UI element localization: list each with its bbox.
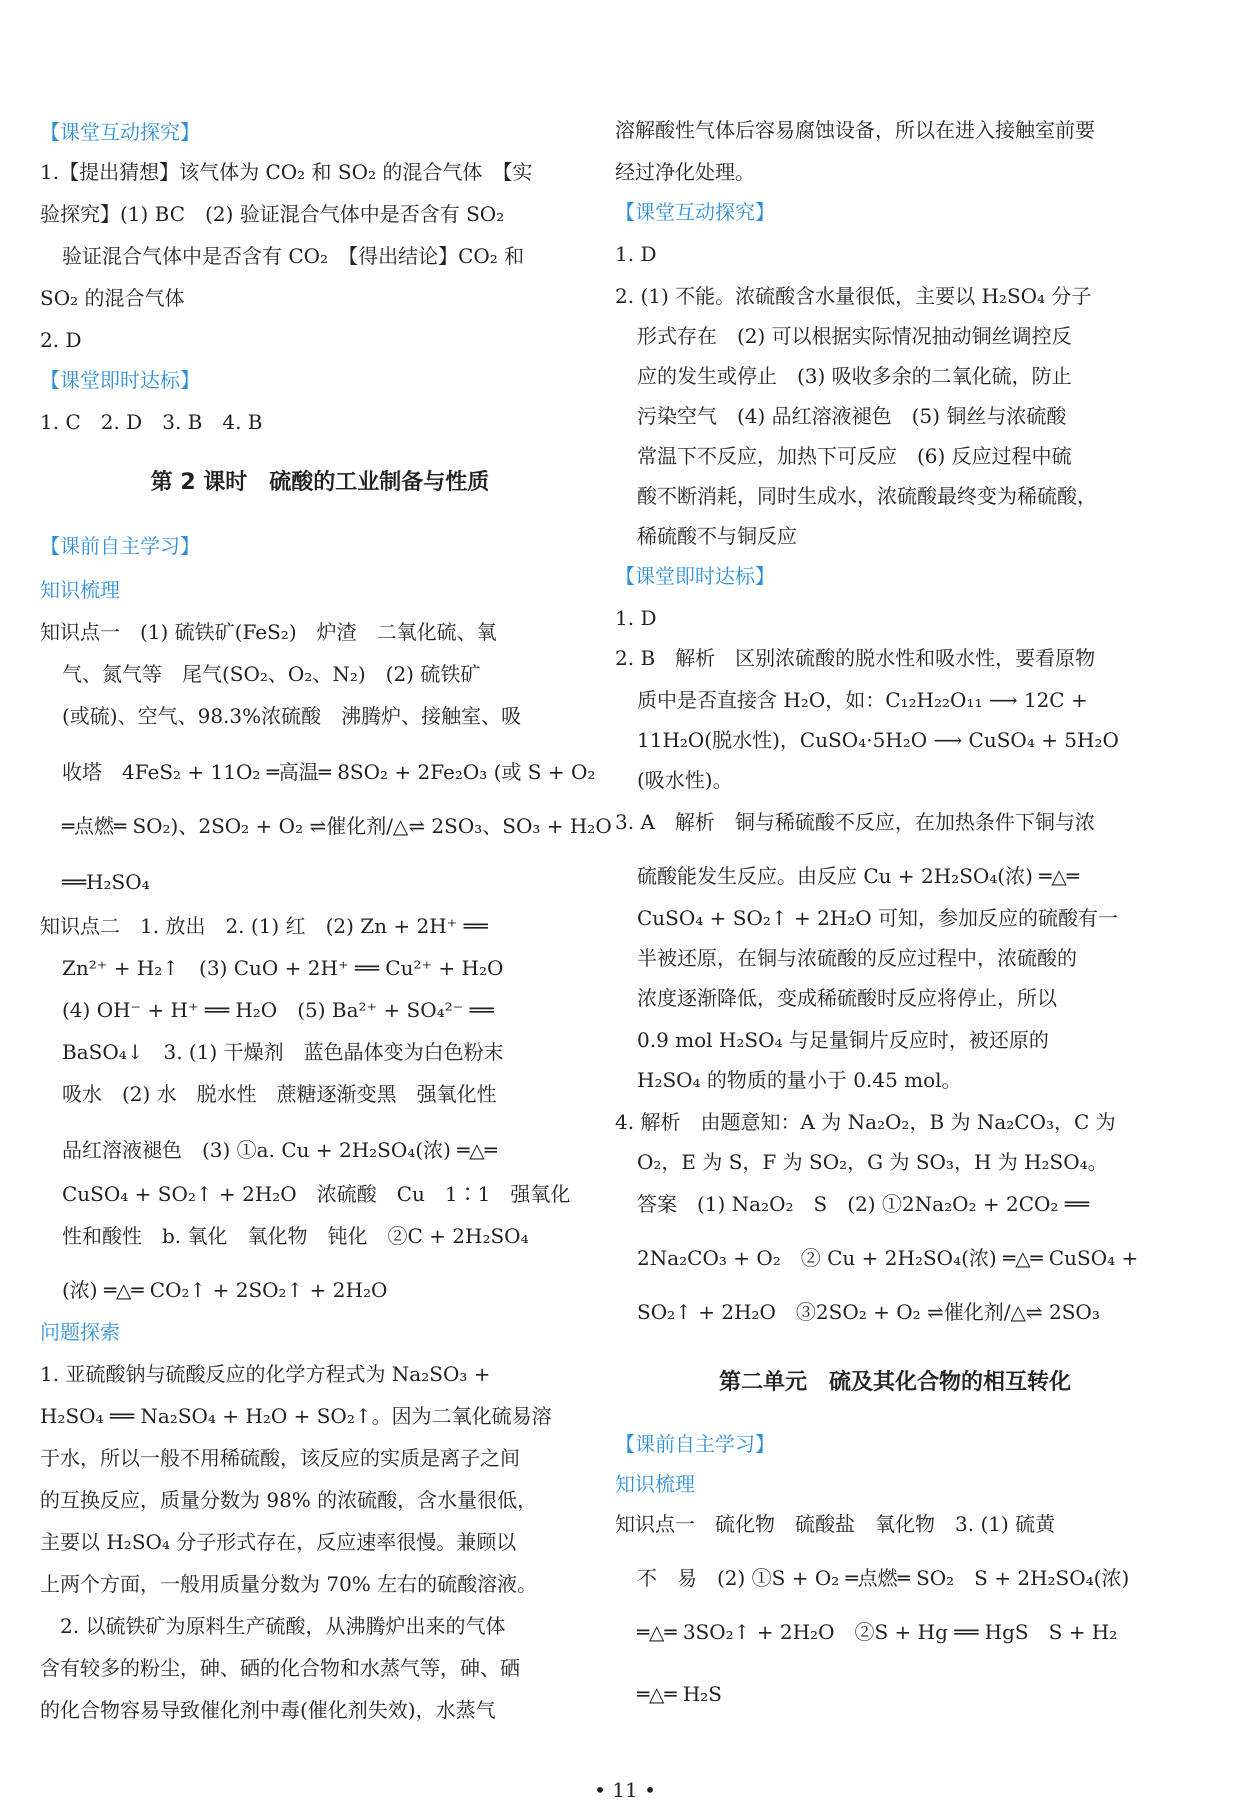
section-header: 【课前自主学习】 [615,1432,775,1456]
text-line: 知识点一 (1) 硫铁矿(FeS₂) 炉渣 二氧化硫、氧 [40,620,497,644]
section-header: 【课前自主学习】 [40,534,200,558]
text-line: 品红溶液褪色 (3) ①a. Cu + 2H₂SO₄(浓) ═△═ [62,1138,497,1162]
text-line: 于水，所以一般不用稀硫酸，该反应的实质是离子之间 [40,1446,520,1470]
text-line: 应的发生或停止 (3) 吸收多余的二氧化硫，防止 [637,364,1072,388]
text-line: 性和酸性 b. 氧化 氧化物 钝化 ②C + 2H₂SO₄ [62,1224,529,1248]
text-line: 含有较多的粉尘，砷、硒的化合物和水蒸气等，砷、硒 [40,1656,520,1680]
text-line: 经过净化处理。 [615,160,755,184]
text-line: 验探究】(1) BC (2) 验证混合气体中是否含有 SO₂ [40,202,505,226]
section-header: 【课堂互动探究】 [40,120,200,144]
text-line: CuSO₄ + SO₂↑ + 2H₂O 浓硫酸 Cu 1∶1 强氧化 [62,1182,571,1206]
page-number: • 11 • [594,1778,656,1802]
text-line: 1. D [615,606,657,630]
text-line: 硫酸能发生反应。由反应 Cu + 2H₂SO₄(浓) ═△═ [637,864,1079,888]
text-line: 知识点二 1. 放出 2. (1) 红 (2) Zn + 2H⁺ ══ [40,914,488,938]
text-line: 浓度逐渐降低，变成稀硫酸时反应将停止，所以 [637,986,1057,1010]
subsection-label: 知识梳理 [615,1472,695,1496]
text-line: 吸水 (2) 水 脱水性 蔗糖逐渐变黑 强氧化性 [62,1082,497,1106]
text-line: 主要以 H₂SO₄ 分子形式存在，反应速率很慢。兼顾以 [40,1530,517,1554]
text-line: H₂SO₄ ══ Na₂SO₄ + H₂O + SO₂↑。因为二氧化硫易溶 [40,1404,552,1428]
text-line: 2. 以硫铁矿为原料生产硫酸，从沸腾炉出来的气体 [40,1614,506,1638]
text-line: 收塔 4FeS₂ + 11O₂ ═高温═ 8SO₂ + 2Fe₂O₃ (或 S + O₂ [62,760,596,784]
text-line: SO₂↑ + 2H₂O ③2SO₂ + O₂ ⇌催化剂/△⇌ 2SO₃ [637,1300,1100,1324]
text-line: (浓) ═△═ CO₂↑ + 2SO₂↑ + 2H₂O [62,1278,388,1302]
section-title: 第 2 课时 硫酸的工业制备与性质 [150,470,490,495]
text-line: 的化合物容易导致催化剂中毒(催化剂失效)，水蒸气 [40,1698,496,1722]
section-header: 【课堂互动探究】 [615,200,775,224]
text-line: 上两个方面，一般用质量分数为 70% 左右的硫酸溶液。 [40,1572,538,1596]
text-line: ═△═ 3SO₂↑ + 2H₂O ②S + Hg ══ HgS S + H₂ [637,1620,1118,1644]
text-line: (吸水性)。 [637,768,733,792]
text-line: 0.9 mol H₂SO₄ 与足量铜片反应时，被还原的 [637,1028,1049,1052]
text-line: (或硫)、空气、98.3%浓硫酸 沸腾炉、接触室、吸 [62,704,522,728]
subsection-label: 知识梳理 [40,578,120,602]
text-line: 半被还原，在铜与浓硫酸的反应过程中，浓硫酸的 [637,946,1077,970]
text-line: 2. D [40,328,82,352]
section-header: 【课堂即时达标】 [40,368,200,392]
text-line: 验证混合气体中是否含有 CO₂ 【得出结论】CO₂ 和 [62,244,525,268]
text-line: 4. 解析 由题意知：A 为 Na₂O₂，B 为 Na₂CO₃，C 为 [615,1110,1116,1134]
text-line: 的互换反应，质量分数为 98% 的浓硫酸，含水量很低， [40,1488,538,1512]
text-line: BaSO₄↓ 3. (1) 干燥剂 蓝色晶体变为白色粉末 [62,1040,504,1064]
text-line: 酸不断消耗，同时生成水，浓硫酸最终变为稀硫酸， [637,484,1097,508]
text-line: 11H₂O(脱水性)，CuSO₄·5H₂O ⟶ CuSO₄ + 5H₂O [637,728,1119,752]
text-line: H₂SO₄ 的物质的量小于 0.45 mol。 [637,1068,962,1092]
text-line: ═△═ H₂S [637,1682,722,1706]
text-line: 形式存在 (2) 可以根据实际情况抽动铜丝调控反 [637,324,1072,348]
text-line: O₂，E 为 S，F 为 SO₂，G 为 SO₃，H 为 H₂SO₄。 [637,1150,1108,1174]
section-header: 【课堂即时达标】 [615,564,775,588]
text-line: 1. D [615,242,657,266]
text-line: ═点燃═ SO₂)、2SO₂ + O₂ ⇌催化剂/△⇌ 2SO₃、SO₃ + H₂O [62,814,612,838]
text-line: 1.【提出猜想】该气体为 CO₂ 和 SO₂ 的混合气体 【实 [40,160,533,184]
subsection-label: 问题探索 [40,1320,120,1344]
text-line: 答案 (1) Na₂O₂ S (2) ①2Na₂O₂ + 2CO₂ ══ [637,1192,1089,1216]
text-line: 溶解酸性气体后容易腐蚀设备，所以在进入接触室前要 [615,118,1095,142]
text-line: 常温下不反应，加热下可反应 (6) 反应过程中硫 [637,444,1072,468]
text-line: 知识点一 硫化物 硫酸盐 氧化物 3. (1) 硫黄 [615,1512,1056,1536]
section-title: 第二单元 硫及其化合物的相互转化 [718,1370,1071,1395]
text-line: 不 易 (2) ①S + O₂ ═点燃═ SO₂ S + 2H₂SO₄(浓) [637,1566,1130,1590]
text-line: 2. B 解析 区别浓硫酸的脱水性和吸水性，要看原物 [615,646,1096,670]
text-line: 3. A 解析 铜与稀硫酸不反应，在加热条件下铜与浓 [615,810,1095,834]
text-line: 1. C 2. D 3. B 4. B [40,410,263,434]
text-line: 稀硫酸不与铜反应 [637,524,797,548]
text-line: SO₂ 的混合气体 [40,286,185,310]
text-line: ══H₂SO₄ [62,870,150,894]
text-line: 气、氮气等 尾气(SO₂、O₂、N₂) (2) 硫铁矿 [62,662,481,686]
text-line: 2Na₂CO₃ + O₂ ② Cu + 2H₂SO₄(浓) ═△═ CuSO₄ + [637,1246,1139,1270]
text-line: 污染空气 (4) 品红溶液褪色 (5) 铜丝与浓硫酸 [637,404,1067,428]
text-line: Zn²⁺ + H₂↑ (3) CuO + 2H⁺ ══ Cu²⁺ + H₂O [62,956,504,980]
text-line: 2. (1) 不能。浓硫酸含水量很低，主要以 H₂SO₄ 分子 [615,284,1092,308]
text-line: 质中是否直接含 H₂O，如：C₁₂H₂₂O₁₁ ⟶ 12C + [637,688,1088,712]
text-line: 1. 亚硫酸钠与硫酸反应的化学方程式为 Na₂SO₃ + [40,1362,491,1386]
text-line: CuSO₄ + SO₂↑ + 2H₂O 可知，参加反应的硫酸有一 [637,906,1119,930]
text-line: (4) OH⁻ + H⁺ ══ H₂O (5) Ba²⁺ + SO₄²⁻ ══ [62,998,494,1022]
